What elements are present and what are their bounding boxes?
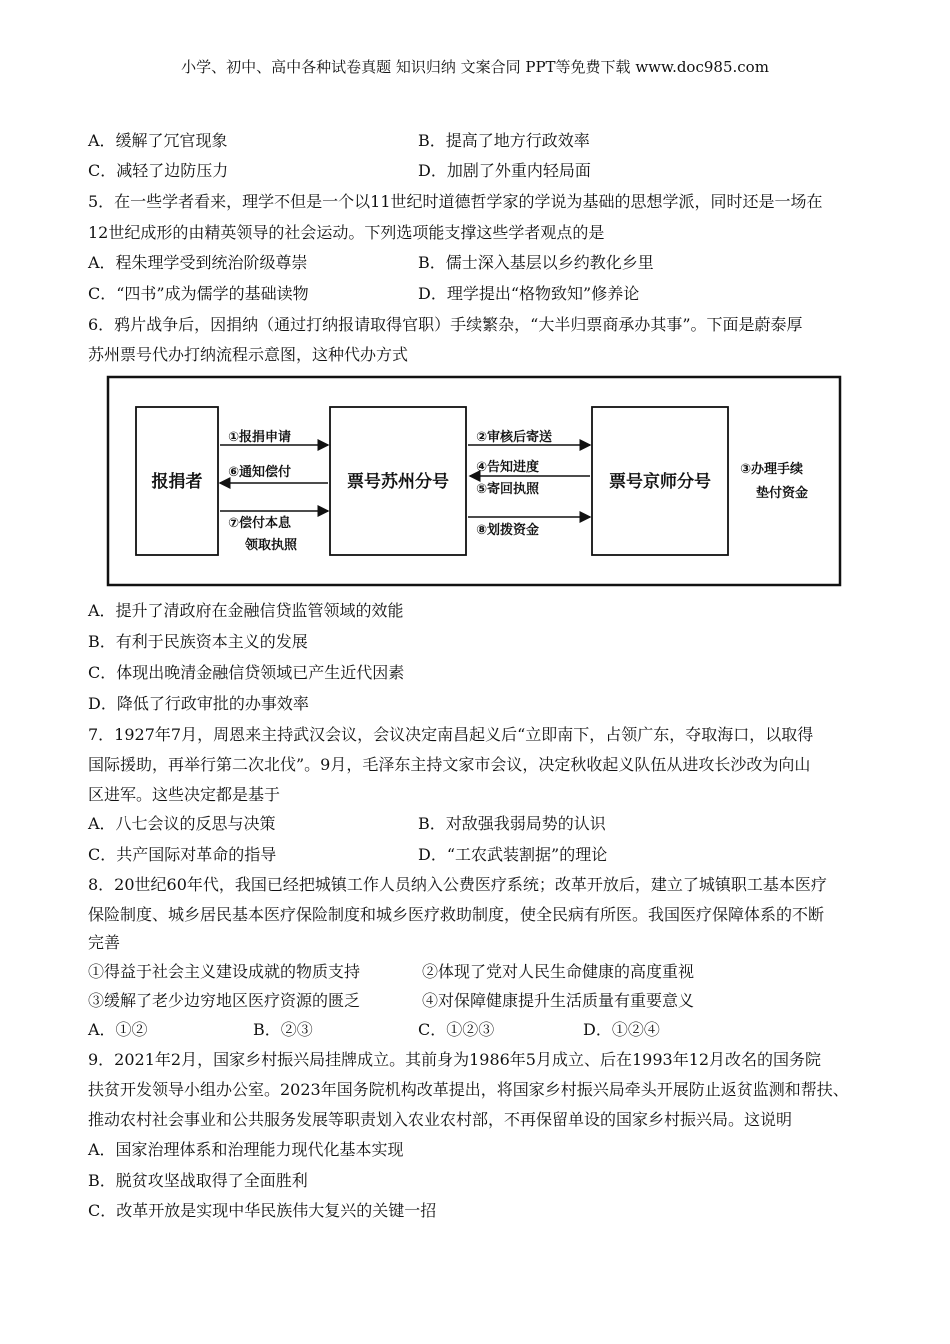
q7-option-c: C．共产国际对革命的指导 bbox=[88, 845, 277, 864]
q8-item-4: ④对保障健康提升生活质量有重要意义 bbox=[422, 991, 695, 1010]
step-3-label-2: 垫付资金 bbox=[756, 486, 809, 501]
q8-option-c: C．①②③ bbox=[418, 1020, 495, 1039]
q5-option-b: B．儒士深入基层以乡约教化乡里 bbox=[418, 253, 654, 272]
q6-option-b: B．有利于民族资本主义的发展 bbox=[88, 632, 308, 651]
q9-option-a: A．国家治理体系和治理能力现代化基本实现 bbox=[88, 1140, 404, 1159]
q6-option-a: A．提升了清政府在金融信贷监管领域的效能 bbox=[88, 601, 404, 620]
q9-stem-line-3: 推动农村社会事业和公共服务发展等职责划入农业农村部，不再保留单设的国家乡村振兴局。这说明 bbox=[88, 1110, 793, 1129]
q7-stem-line-1: 7．1927年7月，周恩来主持武汉会议，会议决定南昌起义后“立即南下，占领广东，夺取海口，以取得 bbox=[88, 725, 814, 744]
arrow-4-label: ④告知进度 bbox=[476, 460, 540, 475]
q4-option-b: B．提高了地方行政效率 bbox=[418, 131, 590, 150]
arrow-1-label: ①报捐申请 bbox=[228, 430, 292, 445]
q9-stem-line-2: 扶贫开发领导小组办公室。2023年国务院机构改革提出，将国家乡村振兴局牵头开展防止返贫监测和帮扶、 bbox=[88, 1080, 849, 1099]
q7-stem-line-3: 区进军。这些决定都是基于 bbox=[88, 785, 281, 804]
q8-option-b: B．②③ bbox=[253, 1020, 313, 1039]
q6-stem-line-1: 6．鸦片战争后，因捐纳（通过打纳报请取得官职）手续繁杂，“大半归票商承办其事”。下面是蔚泰厚 bbox=[88, 315, 803, 334]
q6-option-d: D．降低了行政审批的办事效率 bbox=[88, 694, 309, 713]
q4-option-d: D．加剧了外重内轻局面 bbox=[418, 161, 591, 180]
q5-option-a: A．程朱理学受到统治阶级尊崇 bbox=[88, 253, 308, 272]
q9-stem-line-1: 9．2021年2月，国家乡村振兴局挂牌成立。其前身为1986年5月成立、后在1993年12月改名的国务院 bbox=[88, 1050, 822, 1069]
q8-option-a: A．①② bbox=[88, 1020, 148, 1039]
box-donor-label: 报捐者 bbox=[151, 472, 203, 492]
box-suzhou-label: 票号苏州分号 bbox=[347, 472, 449, 492]
q4-option-a: A．缓解了冗官现象 bbox=[88, 131, 228, 150]
q9-option-b: B．脱贫攻坚战取得了全面胜利 bbox=[88, 1171, 308, 1190]
q5-stem-line-1: 5．在一些学者看来，理学不但是一个以11世纪时道德哲学家的学说为基础的思想学派，同时还是一场在 bbox=[88, 192, 823, 211]
q4-option-c: C．减轻了边防压力 bbox=[88, 161, 229, 180]
arrow-7-label-1: ⑦偿付本息 bbox=[228, 516, 292, 531]
arrow-8-label: ⑧划拨资金 bbox=[476, 523, 540, 538]
q8-stem-line-2: 保险制度、城乡居民基本医疗保险制度和城乡医疗救助制度，使全民病有所医。我国医疗保障体系的不断 bbox=[88, 905, 825, 924]
q7-option-b: B．对敌强我弱局势的认识 bbox=[418, 814, 606, 833]
arrow-6-label: ⑥通知偿付 bbox=[228, 465, 292, 480]
q8-item-3: ③缓解了老少边穷地区医疗资源的匮乏 bbox=[88, 991, 361, 1010]
q7-option-d: D．“工农武装割据”的理论 bbox=[418, 845, 608, 864]
q8-item-1: ①得益于社会主义建设成就的物质支持 bbox=[88, 962, 361, 981]
q6-option-c: C．体现出晚清金融信贷领域已产生近代因素 bbox=[88, 663, 405, 682]
q8-item-2: ②体现了党对人民生命健康的高度重视 bbox=[422, 962, 695, 981]
arrow-7-label-2: 领取执照 bbox=[245, 538, 298, 553]
box-beijing-label: 票号京师分号 bbox=[609, 472, 711, 492]
arrow-2-label: ②审核后寄送 bbox=[476, 430, 553, 445]
q9-option-c: C．改革开放是实现中华民族伟大复兴的关键一招 bbox=[88, 1201, 437, 1220]
q5-option-c: C．“四书”成为儒学的基础读物 bbox=[88, 284, 309, 303]
q6-stem-line-2: 苏州票号代办打纳流程示意图，这种代办方式 bbox=[88, 345, 409, 364]
arrow-5-label: ⑤寄回执照 bbox=[476, 482, 540, 497]
page-header: 小学、初中、高中各种试卷真题 知识归纳 文案合同 PPT等免费下载 www.doc985.com bbox=[181, 58, 769, 76]
q7-option-a: A．八七会议的反思与决策 bbox=[88, 814, 276, 833]
q7-stem-line-2: 国际援助，再举行第二次北伐”。9月，毛泽东主持文家市会议，决定秋收起义队伍从进攻长沙改为向山 bbox=[88, 755, 811, 774]
q8-stem-line-3: 完善 bbox=[88, 933, 121, 952]
q6-flow-diagram bbox=[100, 375, 843, 588]
q5-stem-line-2: 12世纪成形的由精英领导的社会运动。下列选项能支撑这些学者观点的是 bbox=[88, 223, 605, 242]
step-3-label-1: ③办理手续 bbox=[740, 462, 804, 477]
q8-stem-line-1: 8．20世纪60年代，我国已经把城镇工作人员纳入公费医疗系统；改革开放后，建立了城镇职工基本医疗 bbox=[88, 875, 827, 894]
q8-option-d: D．①②④ bbox=[583, 1020, 660, 1039]
q5-option-d: D．理学提出“格物致知”修养论 bbox=[418, 284, 640, 303]
